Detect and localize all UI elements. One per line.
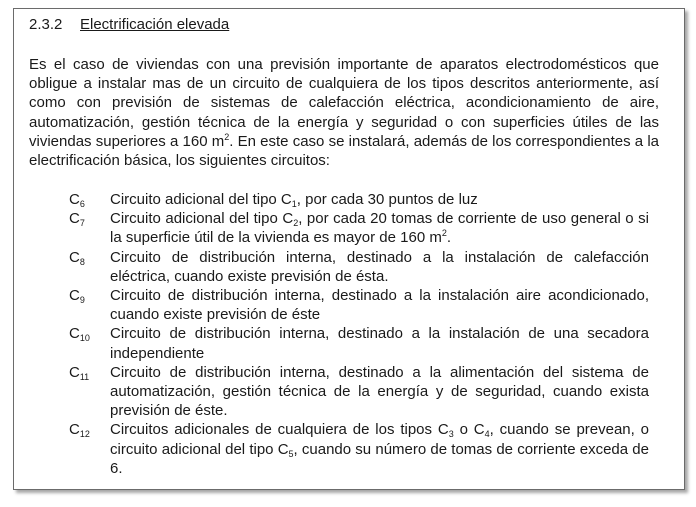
- subscript: 3: [448, 429, 454, 440]
- circuit-code-letter: C: [69, 191, 80, 208]
- circuit-description: [110, 363, 649, 421]
- section-title: Electrificación elevada: [80, 16, 230, 33]
- circuit-list: [69, 190, 649, 478]
- section-number: 2.3.2: [29, 16, 63, 33]
- circuit-code: [69, 420, 110, 478]
- circuit-code-letter: C: [69, 210, 80, 228]
- subscript: 5: [288, 448, 294, 459]
- circuit-description: [110, 420, 649, 478]
- description-text: Circuitos adicionales de cualquiera de los tipos C: [110, 421, 449, 439]
- circuit-code: [69, 248, 110, 286]
- circuit-description: [110, 209, 649, 247]
- circuit-code-letter: C: [69, 363, 80, 381]
- superscript: 2: [441, 228, 447, 239]
- description-text: o C: [453, 421, 485, 439]
- circuit-code-letter: C: [69, 421, 80, 439]
- description-text: Circuito de distribución interna, destinado a la instalación de una secadora independiente: [110, 325, 649, 362]
- intro-text-end: . En este caso se instalará, además de los correspondientes a la electrificación básica, los siguientes circuitos:: [29, 132, 659, 170]
- description-text: .: [446, 229, 452, 247]
- circuit-code-subscript: 6: [79, 199, 85, 209]
- circuit-item: [69, 363, 649, 421]
- circuit-code-subscript: 7: [79, 218, 85, 229]
- description-text: Circuito de distribución interna, destinado a la alimentación del sistema de automatización, gestión técnica de la energía y de seguridad, cuando exista previsión de éste.: [110, 363, 649, 420]
- circuit-code-letter: C: [69, 325, 80, 343]
- circuit-code: [69, 363, 110, 421]
- subscript: 2: [293, 218, 299, 229]
- circuit-description: [110, 324, 649, 362]
- circuit-item: [69, 324, 649, 362]
- description-text: Circuito adicional del tipo C: [110, 191, 292, 208]
- intro-paragraph: [29, 55, 659, 170]
- subscript: 1: [291, 199, 297, 209]
- description-text: , por cada 30 puntos de luz: [296, 191, 478, 208]
- circuit-item: [69, 420, 649, 478]
- circuit-item: [69, 209, 649, 247]
- circuit-code: [69, 190, 110, 209]
- circuit-code-subscript: 11: [79, 371, 90, 382]
- circuit-code: [69, 209, 110, 247]
- description-text: Circuito de distribución interna, destinado a la instalación de calefacción eléctrica, cuando existe previsión de ésta.: [110, 248, 649, 285]
- description-text: Circuito de distribución interna, destinado a la instalación aire acondicionado, cuando existe previsión de éste: [110, 287, 649, 324]
- intro-superscript: 2: [224, 131, 230, 142]
- document-frame: [13, 8, 685, 490]
- circuit-item: [69, 286, 649, 324]
- intro-text-start: Es el caso de viviendas con una previsión importante de aparatos electrodomésticos que obligue a instalar mas de un circuito de cualquiera de los tipos descritos anteriormente, así como con previsión de sistemas de calefacción eléctrica, acondicionamiento de aire, automatización, gestión técnica de la energía y seguridad o con superficies útiles de las viviendas superiores a 160 m: [29, 56, 659, 150]
- description-text: , cuando su número de tomas de corriente exceda de 6.: [110, 440, 649, 477]
- circuit-description: [110, 190, 649, 209]
- description-text: Circuito adicional del tipo C: [110, 210, 294, 228]
- circuit-code-letter: C: [69, 248, 80, 266]
- description-text: , cuando se prevean, o circuito adicional del tipo C: [110, 421, 650, 458]
- circuit-code-subscript: 12: [79, 429, 90, 440]
- section-heading: [29, 16, 229, 34]
- circuit-description: [110, 248, 649, 286]
- subscript: 4: [484, 429, 490, 440]
- circuit-description: [110, 286, 649, 324]
- circuit-code-subscript: 10: [79, 333, 90, 344]
- circuit-code-letter: C: [69, 287, 80, 305]
- circuit-code: [69, 324, 110, 362]
- circuit-item: [69, 248, 649, 286]
- description-text: , por cada 20 tomas de corriente de uso general o si la superficie útil de la vivienda es mayor de 160 m: [110, 210, 649, 247]
- circuit-code: [69, 286, 110, 324]
- circuit-code-subscript: 9: [79, 295, 85, 306]
- circuit-code-subscript: 8: [79, 256, 85, 267]
- circuit-item: [69, 190, 649, 209]
